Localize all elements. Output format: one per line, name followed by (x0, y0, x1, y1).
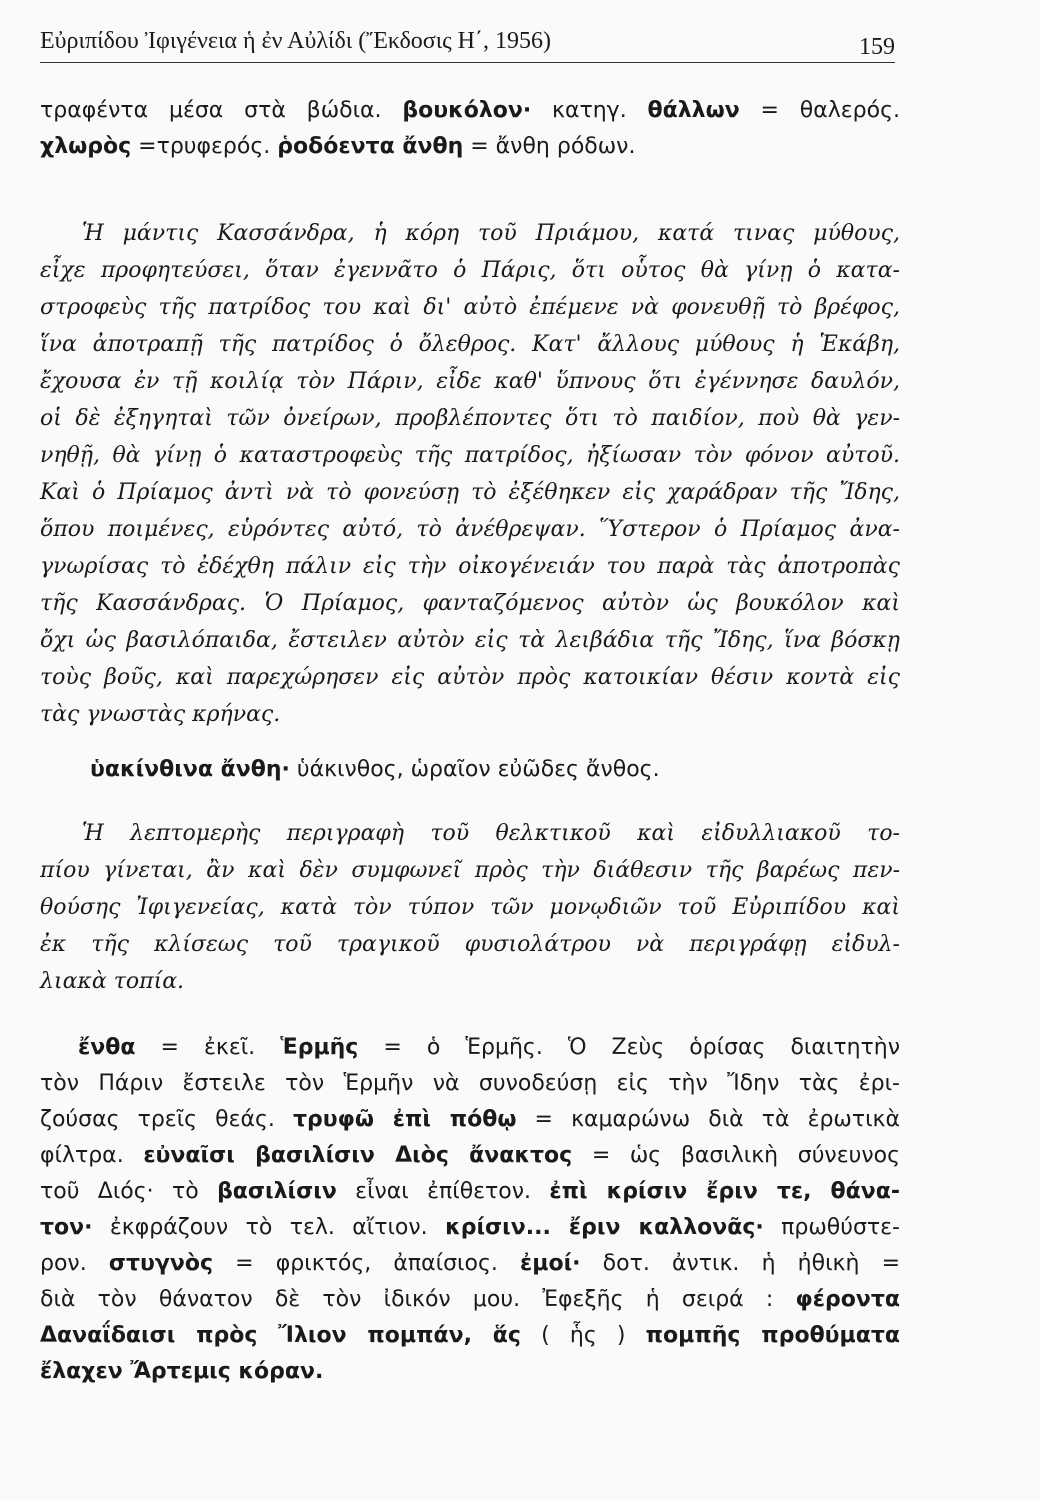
lemma: χλωρὸς (40, 134, 132, 159)
lemma: στυγνὸς (108, 1251, 214, 1276)
lemma: ἐμοί· (520, 1251, 581, 1276)
commentary-paragraph-2 (40, 815, 900, 1000)
gloss-text: ὑάκινθος, ὡραῖον εὐῶδες ἄνθος. (289, 757, 660, 782)
text-line: τοὺς βοῦς, καὶ παρεχώρησεν εἰς αὐτὸν πρὸς κατοικίαν θέσιν κοντὰ εἰς (40, 665, 900, 690)
gloss-text: τοῦ Διός· τὸ (40, 1179, 218, 1204)
text-line: Ἡ μάντις Κασσάνδρα, ἡ κόρη τοῦ Πριάμου, κατά τινας μύθους, (82, 221, 900, 246)
text-line (40, 1138, 900, 1174)
lemma: τρυφῶ ἐπὶ πόθῳ (293, 1107, 517, 1132)
gloss-text: = καμαρώνω διὰ τὰ ἐρωτικὰ (516, 1107, 901, 1132)
gloss-block-3 (40, 1030, 900, 1390)
page-number: 159 (859, 34, 895, 60)
gloss-text: διὰ τὸν θάνατον δὲ τὸν ἰδικόν μου. Ἐφεξῆς ἡ σειρά : (40, 1287, 796, 1312)
gloss-text: τραφέντα μέσα στὰ βώδια. (40, 98, 403, 123)
gloss-text: = φρικτός, ἀπαίσιος. (213, 1251, 521, 1276)
text-line (40, 1102, 900, 1138)
text-line: γνωρίσας τὸ ἐδέχθη πάλιν εἰς τὴν οἰκογένειάν του παρὰ τὰς ἀποτροπὰς (40, 554, 900, 579)
text-line (40, 1282, 900, 1318)
gloss-text: ρον. (40, 1251, 109, 1276)
text-line (40, 1210, 900, 1246)
text-line (40, 1030, 900, 1066)
gloss-block-1 (40, 93, 900, 165)
text-line: νηθῇ, θὰ γίνῃ ὁ καταστροφεὺς τῆς πατρίδος, ἠξίωσαν τὸν φόνον αὐτοῦ. (40, 443, 900, 468)
gloss-text: πρωθύστε- (763, 1215, 900, 1240)
gloss-text: κατηγ. (531, 98, 648, 123)
text-line (40, 93, 900, 129)
lemma: Ἑρμῆς (280, 1035, 359, 1060)
text-line: στροφεὺς τῆς πατρίδος του καὶ δι' αὐτὸ ἐπέμενε νὰ φονευθῇ τὸ βρέφος, (40, 295, 900, 320)
text-line (40, 1174, 900, 1210)
lemma: ἐπὶ κρίσιν ἔριν τε, θάνα- (549, 1179, 900, 1204)
gloss-text: ἐκφράζουν τὸ τελ. αἴτιον. (92, 1215, 446, 1240)
gloss-text: = ὁ Ἑρμῆς. Ὁ Ζεὺς ὁρίσας διαιτητὴν (358, 1035, 900, 1060)
lemma: πομπῆς προθύματα (645, 1323, 900, 1348)
gloss-text: εἶναι ἐπίθετον. (336, 1179, 550, 1204)
text-line: πίου γίνεται, ἂν καὶ δὲν συμφωνεῖ πρὸς τὴν διάθεσιν τῆς βαρέως πεν- (40, 858, 900, 883)
gloss-block-2 (40, 752, 900, 788)
gloss-text: ζούσας τρεῖς θεάς. (40, 1107, 293, 1132)
text-line: τὰς γνωστὰς κρήνας. (40, 702, 281, 727)
commentary-paragraph-1 (40, 215, 900, 733)
gloss-text: τὸν Πάριν ἔστειλε τὸν Ἑρμῆν νὰ συνοδεύσῃ εἰς τὴν Ἴδην τὰς ἐρι- (40, 1071, 900, 1096)
gloss-text: =τρυφερός. (131, 134, 278, 159)
text-line (40, 1246, 900, 1282)
gloss-text: δοτ. ἀντικ. ἡ ἠθικὴ = (580, 1251, 901, 1276)
gloss-text: = ἐκεῖ. (135, 1035, 281, 1060)
text-line: λιακὰ τοπία. (40, 969, 185, 994)
text-line (40, 1066, 900, 1102)
text-line: ὅπου ποιμένες, εὑρόντες αὐτό, τὸ ἀνέθρεψαν. Ὕστερον ὁ Πρίαμος ἀνα- (40, 517, 900, 542)
lemma: κρίσιν... ἔριν καλλονᾶς· (445, 1215, 764, 1240)
lemma: ὑακίνθινα ἄνθη· (90, 757, 290, 782)
text-line: Καὶ ὁ Πρίαμος ἀντὶ νὰ τὸ φονεύσῃ τὸ ἐξέθηκεν εἰς χαράδραν τῆς Ἴδης, (40, 480, 900, 505)
text-line (40, 129, 900, 165)
lemma: βουκόλον· (402, 98, 532, 123)
gloss-text: φίλτρα. (40, 1143, 144, 1168)
lemma: εὐναῖσι βασιλίσιν Διὸς ἄνακτος (143, 1143, 573, 1168)
text-line: θούσης Ἰφιγενείας, κατὰ τὸν τύπον τῶν μονῳδιῶν τοῦ Εὐριπίδου καὶ (40, 895, 900, 920)
text-line: οἱ δὲ ἐξηγηταὶ τῶν ὀνείρων, προβλέποντες ὅτι τὸ παιδίον, ποὺ θὰ γεν- (40, 406, 900, 431)
text-line (90, 752, 900, 788)
text-line (40, 1354, 900, 1390)
lemma: θάλλων (647, 98, 740, 123)
running-header (40, 22, 895, 63)
lemma: βασιλίσιν (217, 1179, 337, 1204)
lemma: ῥοδόεντα ἄνθη (277, 134, 464, 159)
text-line: ἵνα ἀποτραπῇ τῆς πατρίδος ὁ ὄλεθρος. Κατ' ἄλλους μύθους ἡ Ἑκάβη, (40, 332, 900, 357)
gloss-text: ( ἧς ) (520, 1323, 646, 1348)
gloss-text: = θαλερός. (739, 98, 901, 123)
text-line: ὄχι ὡς βασιλόπαιδα, ἔστειλεν αὐτὸν εἰς τὰ λειβάδια τῆς Ἴδης, ἵνα βόσκῃ (40, 628, 900, 653)
text-line (40, 1318, 900, 1354)
lemma: ἔνθα (78, 1035, 136, 1060)
text-line: ἔχουσα ἐν τῇ κοιλίᾳ τὸν Πάριν, εἶδε καθ' ὕπνους ὅτι ἐγέννησε δαυλόν, (40, 369, 900, 394)
lemma: φέροντα (795, 1287, 900, 1312)
lemma: Δαναΐδαισι πρὸς Ἴλιον πομπάν, ἅς (40, 1323, 521, 1348)
text-line: ἐκ τῆς κλίσεως τοῦ τραγικοῦ φυσιολάτρου νὰ περιγράφῃ εἰδυλ- (40, 932, 900, 957)
lemma: τον· (40, 1215, 93, 1240)
text-line: Ἡ λεπτομερὴς περιγραφὴ τοῦ θελκτικοῦ καὶ εἰδυλλιακοῦ το- (82, 821, 900, 846)
gloss-text: = ἄνθη ρόδων. (463, 134, 636, 159)
gloss-text: = ὡς βασιλικὴ σύνευνος (572, 1143, 900, 1168)
running-title: Εὐριπίδου Ἰφιγένεια ἡ ἐν Αὐλίδι (Ἔκδοσις Η΄, 1956) (40, 28, 551, 54)
lemma: ἔλαχεν Ἄρτεμις κόραν. (40, 1359, 324, 1384)
text-line: τῆς Κασσάνδρας. Ὁ Πρίαμος, φανταζόμενος αὐτὸν ὡς βουκόλον καὶ (40, 591, 900, 616)
text-line: εἶχε προφητεύσει, ὅταν ἐγεννᾶτο ὁ Πάρις, ὅτι οὗτος θὰ γίνῃ ὁ κατα- (40, 258, 900, 283)
